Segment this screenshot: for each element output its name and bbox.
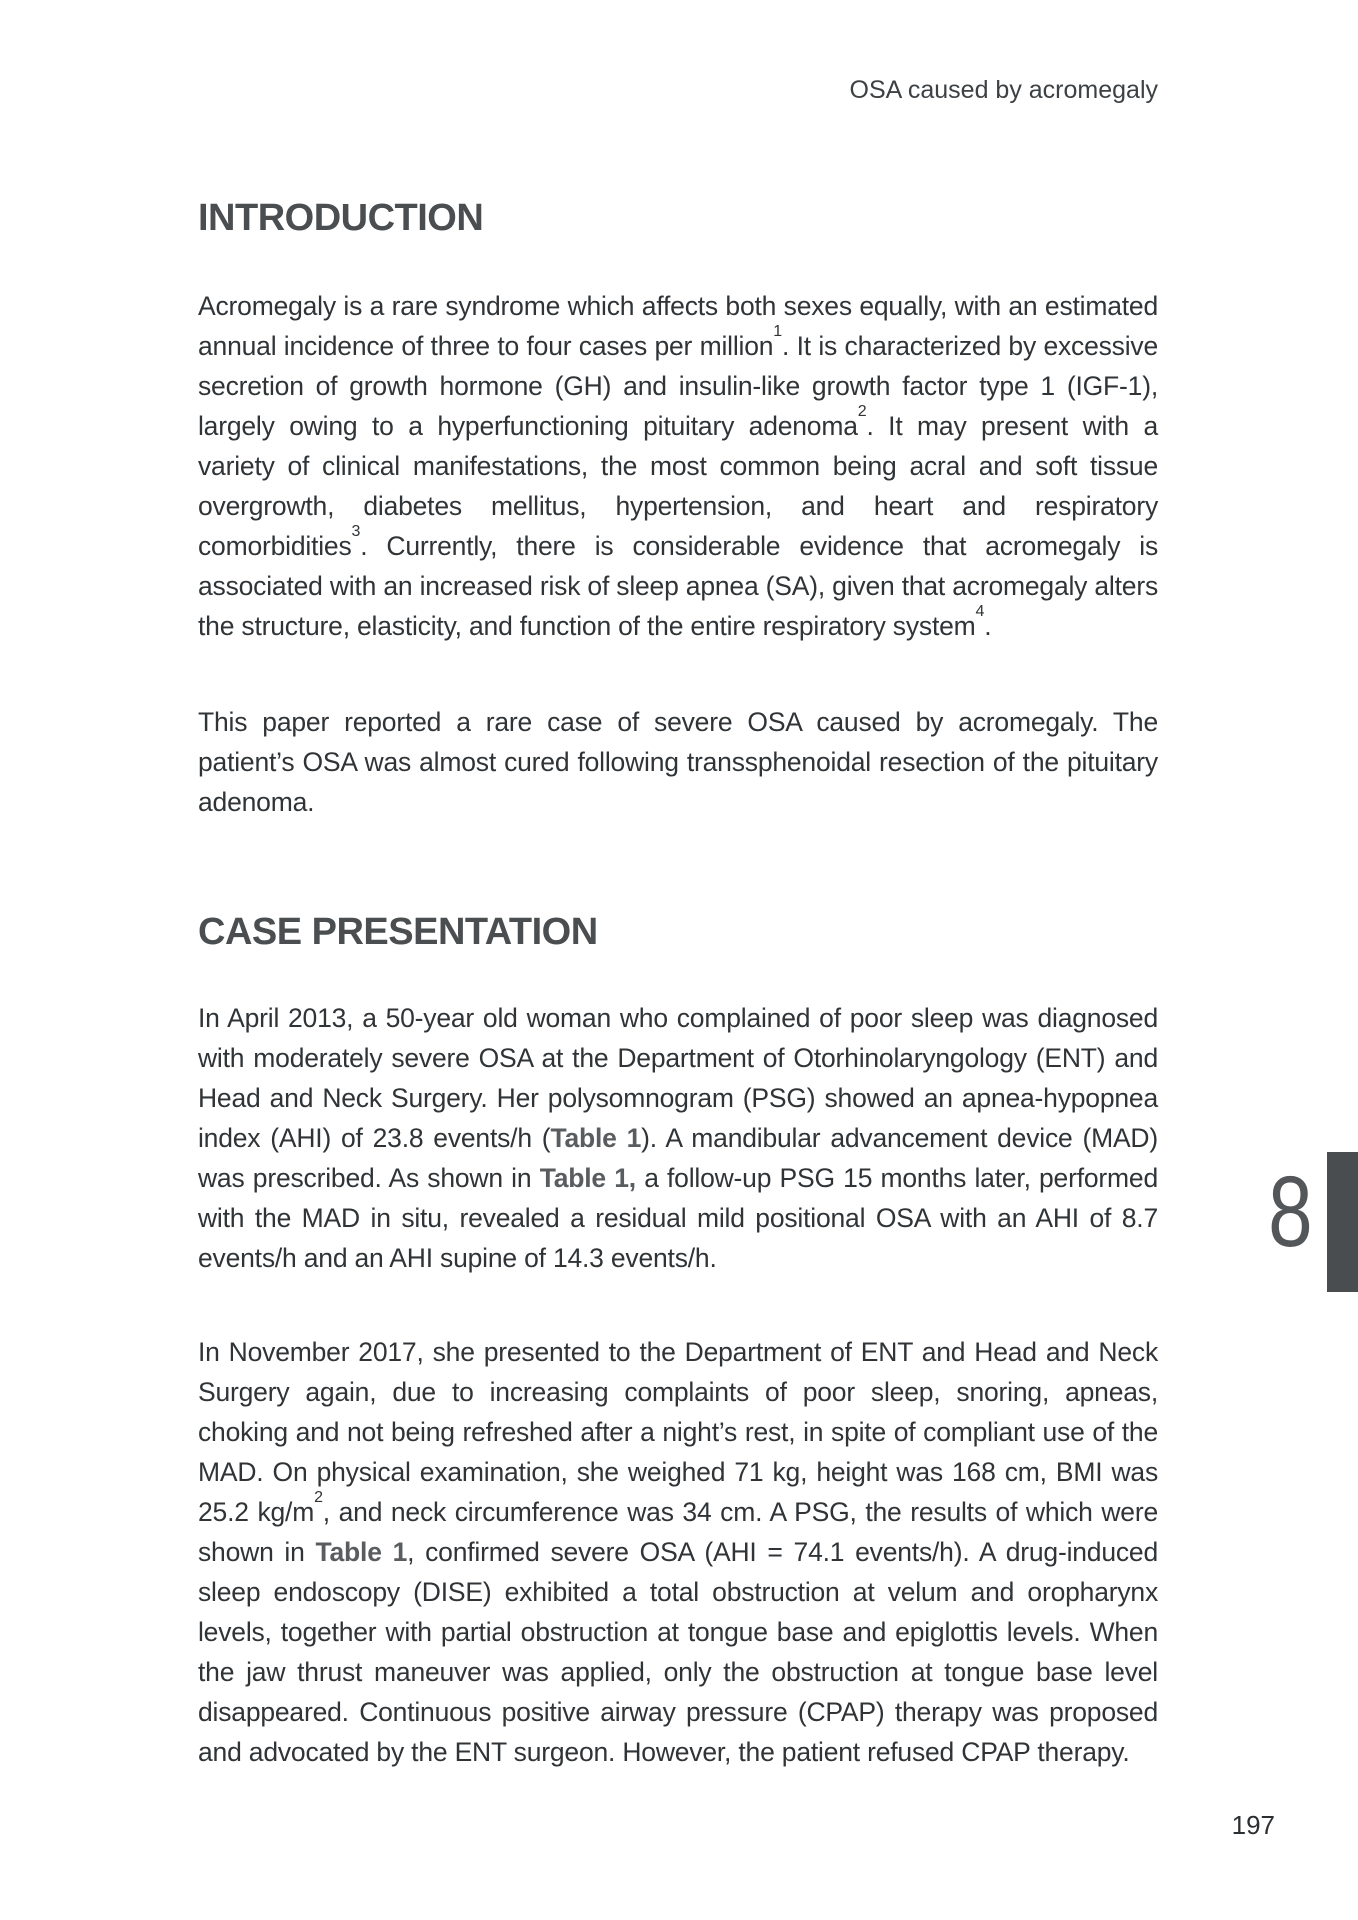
reference-superscript-2: 2 [857, 403, 867, 421]
chapter-number: 8 [1268, 1156, 1313, 1268]
section-heading-case-presentation: CASE PRESENTATION [198, 911, 598, 953]
table-1-reference: Table 1, [539, 1163, 636, 1193]
text-run: ). A mandibular advancement device (MAD) was prescribed. As shown in [198, 1123, 1158, 1193]
text-column [198, 0, 1158, 1772]
table-1-reference: Table 1 [315, 1537, 408, 1567]
text-run: . Currently, there is considerable evidence that acromegaly is associated with an increased risk of sleep apnea (SA), given that acromegaly alters the structure, elasticity, and function of the entire respiratory system [198, 531, 1158, 641]
section-heading-introduction: INTRODUCTION [198, 197, 484, 239]
table-1-reference: Table 1 [550, 1123, 642, 1153]
paragraph-acromegaly-overview [198, 286, 1158, 646]
paragraph-april-2013 [198, 998, 1158, 1278]
squared-superscript: 2 [314, 1489, 323, 1507]
paragraph-paper-summary: This paper reported a rare case of severe OSA caused by acromegaly. The patient’s OSA was almost cured following transsphenoidal resection of the pituitary adenoma. [198, 707, 1158, 817]
text-run: In November 2017, she presented to the Department of ENT and Head and Neck Surgery again, due to increasing complaints of poor sleep, snoring, apneas, choking and not being refreshed after a night’s rest, in spite of compliant use of the MAD. On physical examination, she weighed 71 kg, height was 168 cm, BMI was 25.2 kg/m [198, 1337, 1158, 1527]
text-run: Acromegaly is a rare syndrome which affects both sexes equally, with an estimated annual incidence of three to four cases per million [198, 291, 1158, 361]
text-run: a follow-up PSG 15 months later, performed with the MAD in situ, revealed a residual mild positional OSA with an AHI of 8.7 events/h and an AHI supine of 14.3 events/h. [198, 1163, 1159, 1273]
text-run: , and neck circumference was 34 cm. A PSG, the results of which were shown in [198, 1497, 1158, 1567]
text-run: , confirmed severe OSA (AHI = 74.1 events/h). A drug-induced sleep endoscopy (DISE) exhibited a total obstruction at velum and oropharynx levels, together with partial obstruction at tongue base and epiglottis levels. When the jaw thrust maneuver was applied, only the obstruction at tongue base level disappeared. Continuous positive airway pressure (CPAP) therapy was proposed and advocated by the ENT surgeon. However, the patient refused CPAP therapy. [198, 1537, 1159, 1767]
reference-superscript-1: 1 [773, 323, 782, 341]
page-number: 197 [1231, 1810, 1275, 1840]
text-run: . [984, 611, 992, 641]
chapter-tab-bar [1327, 1152, 1358, 1292]
text-run: In April 2013, a 50-year old woman who complained of poor sleep was diagnosed with moderately severe OSA at the Department of Otorhinolaryngology (ENT) and Head and Neck Surgery. Her polysomnogram (PSG) showed an apnea-hypopnea index (AHI) of 23.8 events/h ( [198, 1003, 1158, 1153]
text-run: . It is characterized by excessive secretion of growth hormone (GH) and insulin-like growth factor type 1 (IGF-1), largely owing to a hyperfunctioning pituitary adenoma [198, 331, 1159, 441]
running-head: OSA caused by acromegaly [849, 76, 1158, 104]
reference-superscript-3: 3 [351, 523, 361, 541]
paragraph-november-2017 [198, 1332, 1158, 1772]
reference-superscript-4: 4 [975, 603, 985, 621]
text-run: . It may present with a variety of clinical manifestations, the most common being acral and soft tissue overgrowth, diabetes mellitus, hypertension, and heart and respiratory comorbidities [198, 411, 1158, 561]
